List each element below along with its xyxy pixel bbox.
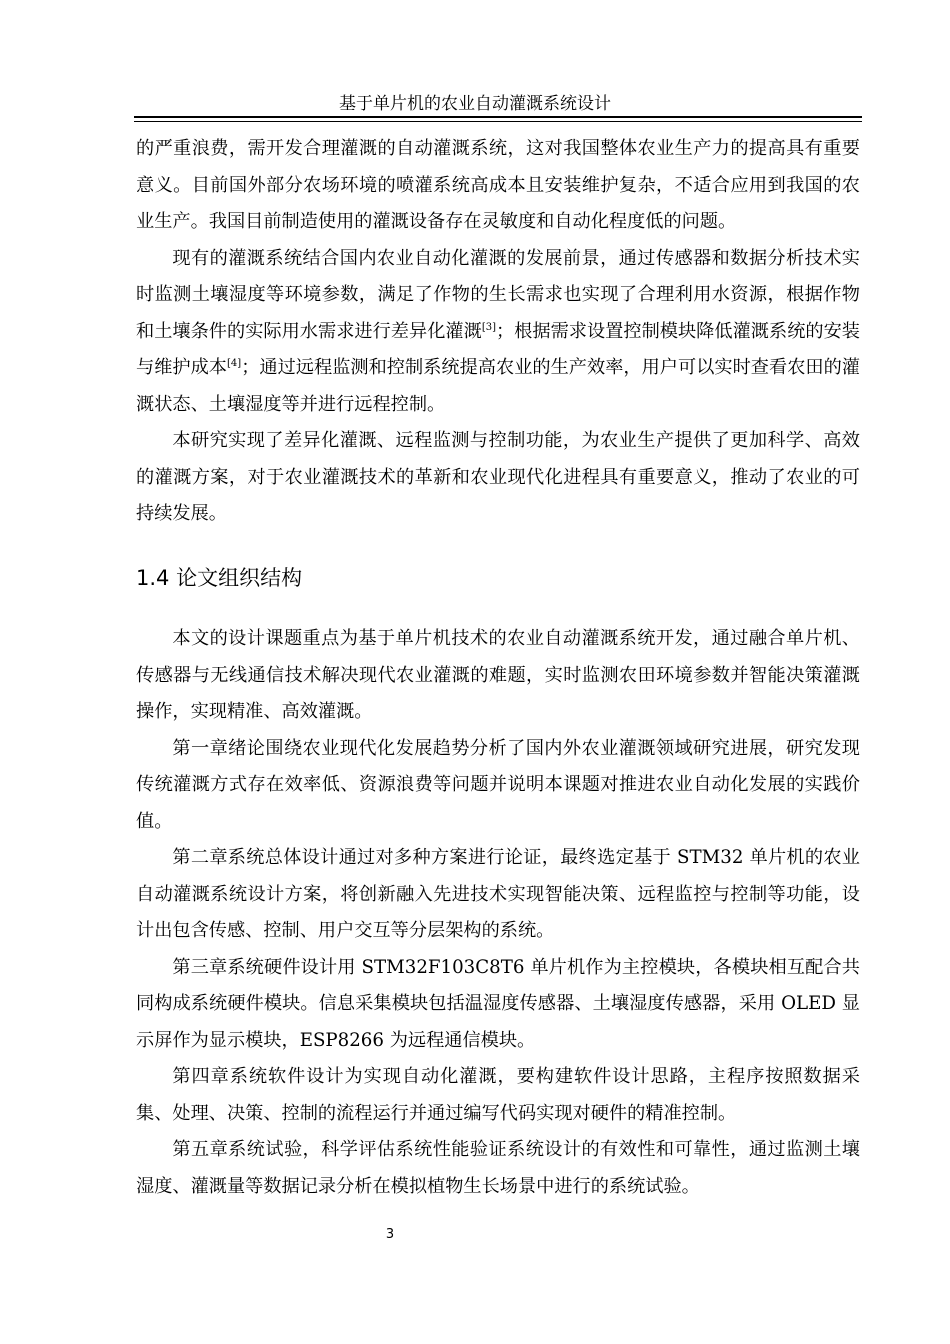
section-1-4-body — [136, 621, 860, 1205]
paragraph: 第四章系统软件设计为实现自动化灌溉，要构建软件设计思路，主程序按照数据采集、处理、决策、控制的流程运行并通过编写代码实现对硬件的精准控制。 — [136, 1066, 860, 1124]
paragraph: 的严重浪费，需开发合理灌溉的自动灌溉系统，这对我国整体农业生产力的提高具有重要意义。目前国外部分农场环境的喷灌系统高成本且安装维护复杂，不适合应用到我国的农业生产。我国目前制造使用的灌溉设备存在灵敏度和自动化程度低的问题。 — [136, 138, 860, 232]
paragraph: 第一章绪论围绕农业现代化发展趋势分析了国内外农业灌溉领域研究进展，研究发现传统灌溉方式存在效率低、资源浪费等问题并说明本课题对推进农业自动化发展的实践价值。 — [136, 737, 860, 832]
section-heading: 1.4 论文组织结构 — [136, 566, 303, 590]
citation: [3] — [481, 321, 496, 333]
paragraph — [136, 241, 860, 424]
paragraph: 第二章系统总体设计通过对多种方案进行论证，最终选定基于 STM32 单片机的农业自动灌溉系统设计方案，将创新融入先进技术实现智能决策、远程监控与控制等功能，设计出包含传感、控制、用户交互等分层架构的系统。 — [136, 847, 860, 941]
paragraph: 第三章系统硬件设计用 STM32F103C8T6 单片机作为主控模块，各模块相互配合共同构成系统硬件模块。信息采集模块包括温湿度传感器、土壤湿度传感器，采用 OLED 显示屏作为显示模块，ESP8266 为远程通信模块。 — [136, 956, 860, 1051]
section-1-3-body — [136, 131, 860, 533]
header-rule-thin — [134, 121, 862, 122]
citation: [4] — [227, 358, 242, 369]
page-number: 3 — [385, 1227, 395, 1242]
header-rule — [134, 116, 862, 118]
paragraph: 本研究实现了差异化灌溉、远程监测与控制功能，为农业生产提供了更加科学、高效的灌溉方案，对于农业灌溉技术的革新和农业现代化进程具有重要意义，推动了农业的可持续发展。 — [136, 430, 860, 524]
paragraph-text: 现有的灌溉系统结合国内农业自动化灌溉的发展前景，通过传感器和数据分析技术实时监测土壤湿度等环境参数，满足了作物的生长需求也实现了合理利用水资源，根据作物和土壤条件的实际用水需求进行差异化灌溉 — [136, 247, 860, 342]
running-header: 基于单片机的农业自动灌溉系统设计 — [339, 94, 611, 114]
paragraph-text: ；根据需求设置控制模块降低灌溉系统的安装与维护成本 — [136, 320, 860, 378]
paragraph-text: ；通过远程监测和控制系统提高农业的生产效率，用户可以实时查看农田的灌溉状态、土壤湿度等并进行远程控制。 — [136, 357, 860, 415]
paragraph: 第五章系统试验，科学评估系统性能验证系统设计的有效性和可靠性，通过监测土壤湿度、灌溉量等数据记录分析在模拟植物生长场景中进行的系统试验。 — [136, 1139, 860, 1197]
paragraph: 本文的设计课题重点为基于单片机技术的农业自动灌溉系统开发，通过融合单片机、传感器与无线通信技术解决现代农业灌溉的难题，实时监测农田环境参数并智能决策灌溉操作，实现精准、高效灌溉。 — [136, 628, 860, 722]
